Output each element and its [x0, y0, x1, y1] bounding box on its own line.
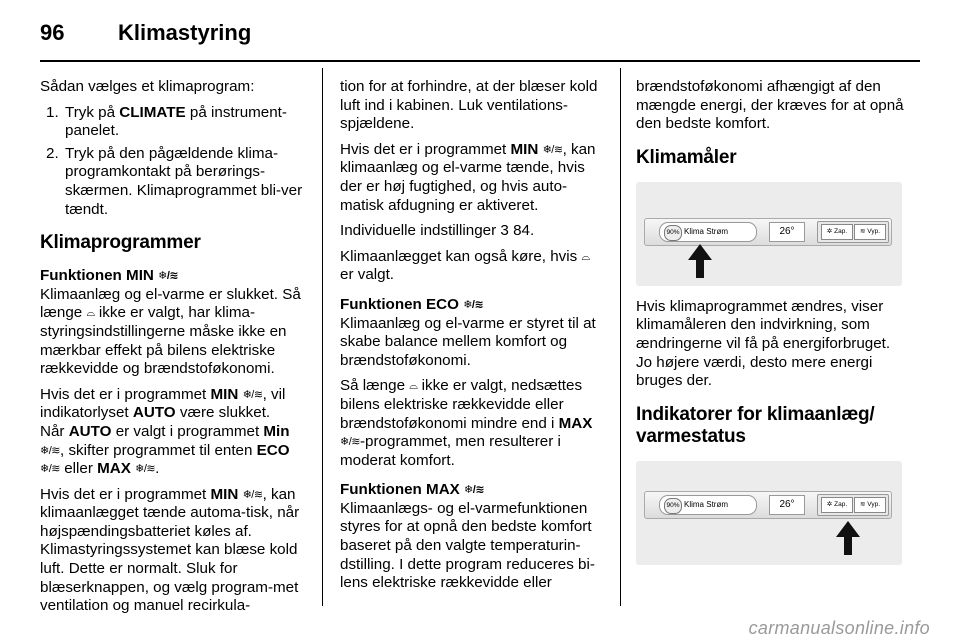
- snow-heat-icon: ❄/≋: [340, 436, 360, 449]
- arrow-up-icon: [836, 521, 860, 555]
- zap-button[interactable]: ✲ Zap.: [821, 497, 853, 513]
- climate-bar: [644, 218, 892, 246]
- paragraph: Klimaanlægget kan også køre, hvis ⌓ er valgt.: [340, 247, 590, 284]
- heat-icon: ≋: [859, 500, 866, 508]
- snow-heat-icon: ❄/≋: [542, 143, 563, 156]
- column-1: [40, 78, 308, 623]
- climate-status-figure: [636, 461, 902, 565]
- climate-gauge-button[interactable]: [659, 222, 757, 242]
- gauge-percent: 90%: [664, 498, 682, 514]
- fan-icon: ✲: [826, 227, 833, 235]
- section-heading: Klimaprogrammer: [40, 232, 201, 254]
- temperature-display: 26°: [769, 222, 805, 242]
- climate-gauge-button[interactable]: [659, 495, 757, 515]
- climate-gauge-figure: [636, 182, 902, 286]
- list-item: 2. Tryk på den pågældende klima-programkontakt på berørings-skærmen. Klimaprogrammet bli-ver tændt.: [46, 144, 303, 218]
- snow-heat-icon: ❄/≋: [40, 463, 60, 476]
- subheading-eco: Funktionen ECO ❄/≋: [340, 295, 484, 313]
- subheading-max: Funktionen MAX ❄/≋: [340, 481, 485, 499]
- subheading-min: Funktionen MIN ❄/≋: [40, 267, 179, 285]
- paragraph: Klimaanlæg og el-varme er slukket. Så længe ⌓ ikke er valgt, har klima-styringsindstillingerne måske ikke en mærkbar effekt på bilens elektriske rækkevidde og brændstoføkonomi.: [40, 285, 301, 378]
- paragraph: Så længe ⌓ ikke er valgt, nedsættes bilens elektriske rækkevidde eller brændstoføkonomi mindre end i MAX ❄/≋-programmet, men resulterer i moderat komfort.: [340, 377, 593, 469]
- header-rule: [40, 60, 920, 62]
- paragraph: Individuelle indstillinger 3 84.: [340, 222, 535, 240]
- paragraph: Klimaanlægs- og el-varmefunktionen styres for at opnå den bedste komfort baseret på den valgte temperaturin-dstilling. I dette program reduceres bi-lens elektriske rækkevidde eller: [340, 499, 595, 592]
- paragraph: brændstoføkonomi afhængigt af den mængde energi, der kræves for at opnå den bedste komfort.: [636, 78, 904, 133]
- column-separator: [322, 68, 323, 606]
- paragraph: Hvis det er i programmet MIN ❄/≋, kan klimaanlægget tænde automa-tisk, når højspændingsbatteriet køles af. Klimastyringssystemet kan blæse kold luft. Dette er normalt. Sluk for blæserknappen, og vælg program-met ventilation og manuel recirkula-: [40, 485, 300, 615]
- intro-text: Sådan vælges et klimaprogram:: [40, 78, 255, 95]
- section-heading: Klimamåler: [636, 146, 737, 168]
- climate-buttons: [817, 494, 889, 516]
- snow-heat-icon: ❄/≋: [135, 463, 156, 476]
- paragraph: Klimaanlæg og el-varme er styret til at skabe balance mellem komfort og brændstoføkonomi.: [340, 314, 596, 369]
- paragraph: Hvis det er i programmet MIN ❄/≋, vil indikatorlyset AUTO være slukket. Når AUTO er valgt i programmet Min ❄/≋, skifter programmet til enten ECO ❄/≋ eller MAX ❄/≋.: [40, 385, 290, 478]
- climate-buttons: [817, 221, 889, 243]
- section-heading: Indikatorer for klimaanlæg/ varmestatus: [636, 403, 875, 447]
- column-2: [340, 78, 606, 600]
- paragraph: Hvis klimaprogrammet ændres, viser klimamåleren den indvirkning, som ændringerne vil få på energiforbruget. Jo højere værdi, desto mere energi bruges der.: [636, 297, 891, 390]
- fan-icon: ⌓: [581, 250, 590, 263]
- zap-button[interactable]: ✲ Zap.: [821, 224, 853, 240]
- fan-icon: ⌓: [86, 307, 95, 320]
- paragraph: Hvis det er i programmet MIN ❄/≋, kan klimaanlæg og el-varme tænde, hvis der er høj fugtighed, og hvis auto-matisk afdugning er aktiveret.: [340, 140, 596, 214]
- snow-heat-icon: ❄/≋: [40, 444, 60, 457]
- column-3: [636, 78, 906, 577]
- climate-bar: [644, 491, 892, 519]
- heat-icon: ≋: [859, 227, 866, 235]
- page-reference[interactable]: 3 84: [500, 222, 530, 240]
- snow-heat-icon: ❄/≋: [242, 388, 263, 401]
- page-title: Klimastyring: [118, 20, 252, 45]
- page-number: 96: [40, 20, 65, 45]
- snow-heat-icon: ❄/≋: [158, 270, 179, 283]
- vyp-button[interactable]: ≋ Vyp.: [854, 224, 886, 240]
- snow-heat-icon: ❄/≋: [242, 488, 263, 501]
- column-separator: [620, 68, 621, 606]
- gauge-label: Klima Strøm: [684, 226, 728, 236]
- fan-icon: ⌓: [409, 380, 418, 393]
- fan-icon: ✲: [826, 500, 833, 508]
- arrow-up-icon: [688, 244, 712, 278]
- paragraph: tion for at forhindre, at der blæser kold luft ind i kabinen. Luk ventilations-spjældene.: [340, 78, 598, 133]
- snow-heat-icon: ❄/≋: [463, 298, 484, 311]
- steps-list: [40, 104, 308, 220]
- watermark: carmanualsonline.info: [748, 618, 930, 638]
- snow-heat-icon: ❄/≋: [464, 484, 485, 497]
- vyp-button[interactable]: ≋ Vyp.: [854, 497, 886, 513]
- gauge-percent: 90%: [664, 225, 682, 241]
- list-item: 1. Tryk på CLIMATE på instrument-panelet.: [46, 103, 287, 140]
- temperature-display: 26°: [769, 495, 805, 515]
- gauge-label: Klima Strøm: [684, 499, 728, 509]
